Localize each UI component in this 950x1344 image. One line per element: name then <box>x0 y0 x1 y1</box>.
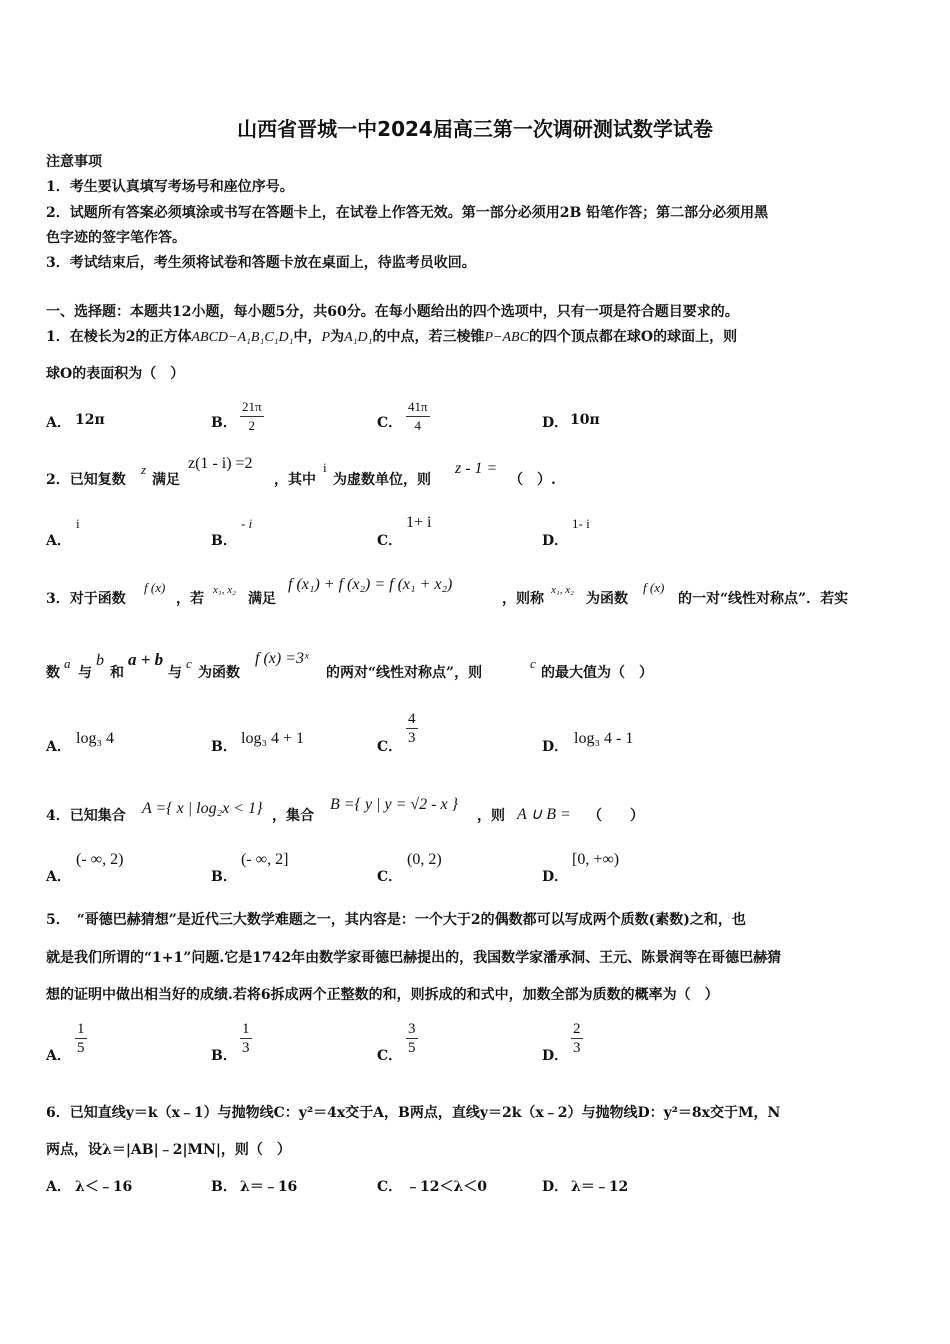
q1-option-c-fraction <box>406 398 430 435</box>
q3-text: 的一对“线性对称点”．若实 <box>678 591 849 607</box>
q1-text: 的中点，若三棱锥 <box>372 329 485 345</box>
q3-text: 为函数 <box>586 591 628 607</box>
q2-text: 满足 <box>152 472 180 488</box>
denominator: 5 <box>77 1040 85 1056</box>
numerator: 1 <box>242 1021 250 1037</box>
q3-fx-2: f (x) <box>643 580 665 595</box>
q3-option-c-label: C． <box>377 739 403 755</box>
q2-prefix: 2．已知复数 <box>46 472 126 488</box>
q5-line2: 就是我们所谓的“1+1”问题.它是1742年由数学家哥德巴赫提出的，我国数学家潘承洞、王元、陈景润等在哥德巴赫猜 <box>46 950 782 966</box>
q5-option-c-fraction <box>406 1020 418 1057</box>
q4-set-b: B ={ y | y = √2 - x } <box>330 796 458 813</box>
q4-option-d-value: [0, +∞) <box>572 851 620 868</box>
q3-option-d-label: D． <box>542 739 569 755</box>
q4-expression: A ∪ B = <box>517 806 571 823</box>
q3-c: c <box>186 656 192 671</box>
q6-option-d-value: λ＝﹣12 <box>571 1179 629 1195</box>
q1-cube: ABCD−A₁B₁C₁D₁ <box>191 330 294 345</box>
q3-function: f (x) =3ˣ <box>255 650 309 667</box>
q2-option-b-value: - i <box>241 516 253 531</box>
q2-option-d-value: 1- i <box>572 516 590 531</box>
q4-text: ，集合 <box>272 808 314 824</box>
q1-option-a-value: 12π <box>75 412 105 428</box>
q4-option-a-value: (- ∞, 2) <box>76 851 124 868</box>
q1-option-a-label: A． <box>46 415 71 431</box>
q4-prefix: 4．已知集合 <box>46 808 126 824</box>
q4-option-a-label: A． <box>46 869 71 885</box>
q3-l2-text: 为函数 <box>198 665 240 681</box>
q3-l2-text: 与 <box>168 665 182 681</box>
numerator: 4 <box>408 711 416 727</box>
q1-option-d-value: 10π <box>570 412 600 428</box>
q2-z: z <box>141 462 147 477</box>
numerator: 1 <box>77 1021 85 1037</box>
q1-line1 <box>46 327 737 348</box>
q5-line1: 5． “哥德巴赫猜想”是近代三大数学难题之一，其内容是：一个大于2的偶数都可以写成两个质数(素数)之和，也 <box>46 912 746 928</box>
q5-option-a-label: A． <box>46 1048 71 1064</box>
denominator: 3 <box>573 1040 581 1056</box>
q3-equation: f (x₁) + f (x₂) = f (x₁ + x₂) <box>288 576 453 593</box>
q3-text: ，若 <box>176 591 204 607</box>
q3-prefix: 3．对于函数 <box>46 591 126 607</box>
q3-fx: f (x) <box>144 580 166 595</box>
q1-text: 的四个顶点都在球O的球面上，则 <box>528 329 738 345</box>
q3-option-b-label: B． <box>211 739 237 755</box>
q3-a: a <box>64 656 71 671</box>
q3-l2-text: 的两对“线性对称点”，则 <box>326 665 483 681</box>
denominator: 2 <box>248 418 256 433</box>
q2-option-c-value: 1+ i <box>406 514 432 531</box>
numerator: 2 <box>573 1021 581 1037</box>
q1-option-b-fraction <box>240 398 264 435</box>
q3-option-a-value: log₃ 4 <box>76 730 115 747</box>
q1-segment: A₁D₁ <box>344 330 373 345</box>
q4-option-b-value: (- ∞, 2] <box>241 851 289 868</box>
q6-option-c-label: C． <box>377 1179 403 1195</box>
q4-option-b-label: B． <box>211 869 237 885</box>
denominator: 5 <box>408 1040 416 1056</box>
q3-apb: a + b <box>128 650 164 669</box>
q2-option-a-value: i <box>76 516 80 531</box>
q3-b: b <box>96 652 104 669</box>
q5-option-d-label: D． <box>542 1048 569 1064</box>
denominator: 3 <box>408 730 416 746</box>
q1-option-d-label: D． <box>542 415 569 431</box>
q6-option-a-value: λ＜﹣16 <box>75 1179 133 1195</box>
q2-i: i <box>323 460 327 475</box>
q6-option-b-value: λ＝﹣16 <box>240 1179 298 1195</box>
q1-option-c-label: C． <box>377 415 403 431</box>
q3-option-b-value: log₃ 4 + 1 <box>241 730 305 747</box>
q1-point-p: P <box>321 330 331 345</box>
q5-option-a-fraction <box>75 1020 87 1057</box>
q3-text: ，则称 <box>502 591 544 607</box>
q1-pyramid: P−ABC <box>484 330 529 345</box>
q1-text: 1．在棱长为2的正方体 <box>46 329 192 345</box>
q2-expression: z - 1 = <box>455 460 498 477</box>
q3-x1x2-b: x₁, x₂ <box>551 584 574 596</box>
denominator: 3 <box>242 1040 250 1056</box>
q1-line2: 球O的表面积为（ ） <box>46 366 185 382</box>
denominator: 4 <box>414 418 422 433</box>
q6-option-b-label: B． <box>211 1179 237 1195</box>
q1-text: 为 <box>330 329 345 345</box>
q5-line3: 想的证明中做出相当好的成绩.若将6拆成两个正整数的和，则拆成的和式中，加数全部为质数的概率为（ ） <box>46 987 719 1003</box>
q5-option-b-fraction <box>240 1020 252 1057</box>
q3-l2-text: 的最大值为（ ） <box>541 665 653 681</box>
q5-option-b-label: B． <box>211 1048 237 1064</box>
q4-option-c-label: C． <box>377 869 403 885</box>
q2-text: 为虚数单位，则 <box>333 472 431 488</box>
q2-option-a-label: A． <box>46 533 71 549</box>
notice-item-2: 2．试题所有答案必须填涂或书写在答题卡上，在试卷上作答无效。第一部分必须用2B 铅笔作答；第二部分必须用黑 <box>46 205 769 221</box>
section-heading: 一、选择题：本题共12小题，每小题5分，共60分。在每小题给出的四个选项中，只有一项是符合题目要求的。 <box>46 304 739 320</box>
q3-c-2: c <box>530 656 536 671</box>
notice-item-2-cont: 色字迹的签字笔作答。 <box>46 230 186 246</box>
q6-option-a-label: A． <box>46 1179 71 1195</box>
q3-option-a-label: A． <box>46 739 71 755</box>
q3-l2-text: 与 <box>78 665 92 681</box>
q3-l2-text: 数 <box>46 665 60 681</box>
q1-option-b-label: B． <box>211 415 237 431</box>
q6-line1: 6．已知直线y＝k（x﹣1）与抛物线C：y²＝4x交于A，B两点，直线y＝2k（x﹣2）与抛物线D：y²＝8x交于M，N <box>46 1105 781 1121</box>
q2-option-d-label: D． <box>542 533 569 549</box>
q3-option-d-value: log₃ 4 - 1 <box>574 730 634 747</box>
q4-end: （ ） <box>588 808 644 824</box>
q3-x1x2: x₁, x₂ <box>213 584 236 596</box>
q4-option-d-label: D． <box>542 869 569 885</box>
q2-end: （ ）. <box>509 472 556 488</box>
numerator: 21π <box>240 398 264 417</box>
notice-item-3: 3．考试结束后，考生须将试卷和答题卡放在桌面上，待监考员收回。 <box>46 255 476 271</box>
q2-text: ，其中 <box>274 472 316 488</box>
q4-set-a: A ={ x | log₂x < 1} <box>142 800 263 817</box>
q5-option-d-fraction <box>571 1020 583 1057</box>
q6-option-c-value: ﹣12＜λ＜0 <box>406 1179 488 1195</box>
numerator: 3 <box>408 1021 416 1037</box>
q2-equation: z(1 - i) =2 <box>188 455 253 472</box>
page-title: 山西省晋城一中2024届高三第一次调研测试数学试卷 <box>237 117 713 141</box>
notice-heading: 注意事项 <box>46 154 102 170</box>
q3-option-c-fraction <box>406 710 418 747</box>
q6-option-d-label: D． <box>542 1179 569 1195</box>
q6-line2: 两点，设λ＝|AB|﹣2|MN|，则（ ） <box>46 1142 291 1158</box>
q3-l2-text: 和 <box>110 665 124 681</box>
q3-text: 满足 <box>248 591 276 607</box>
q4-option-c-value: (0, 2) <box>407 851 442 868</box>
q2-option-c-label: C． <box>377 533 403 549</box>
notice-item-1: 1．考生要认真填写考场号和座位序号。 <box>46 179 294 195</box>
numerator: 41π <box>406 398 430 417</box>
q4-text: ，则 <box>477 808 505 824</box>
q1-text: 中， <box>293 329 322 345</box>
q2-option-b-label: B． <box>211 533 237 549</box>
q5-option-c-label: C． <box>377 1048 403 1064</box>
